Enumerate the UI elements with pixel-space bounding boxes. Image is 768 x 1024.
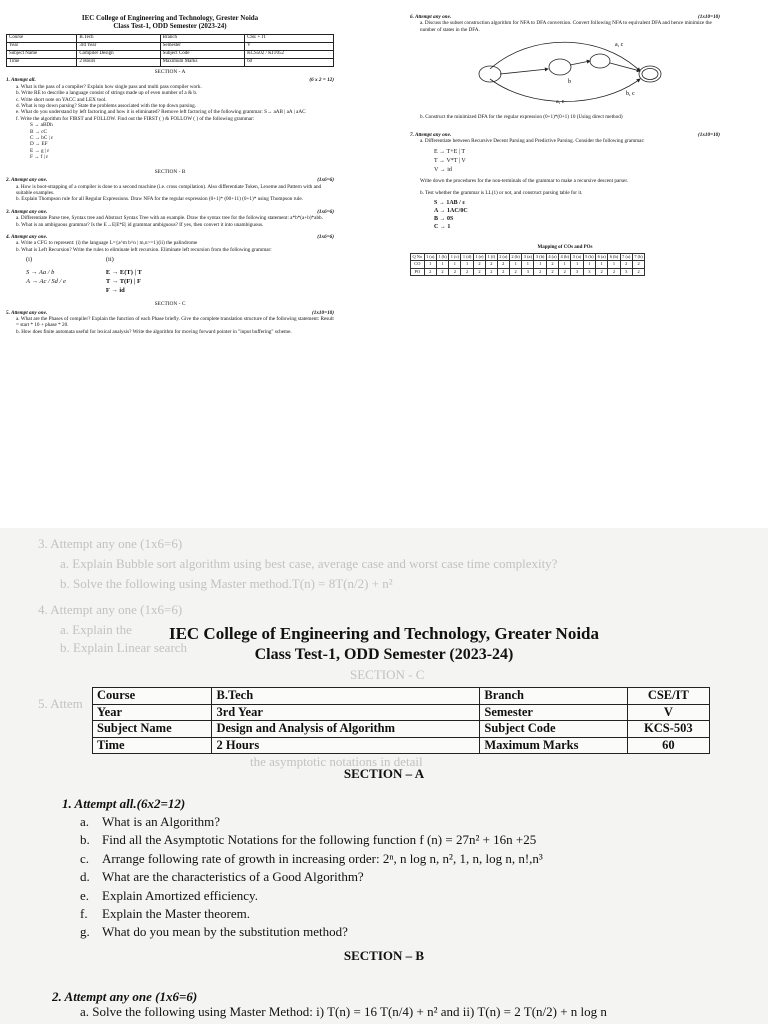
mapping-row [411,261,645,268]
meta-cell: Compiler Design [77,51,160,59]
question-item: c. Write short note on YACC and LEX tool. [16,96,107,103]
meta-cell: Time [7,59,77,67]
question-4-items [6,240,334,253]
meta-cell: Year [7,43,77,51]
item-letter: b. [80,832,90,848]
meta-cell: Year [93,704,212,721]
question-item: d. What is top down parsing? State the problems associated with the top down parsing. [16,103,196,110]
nfa-label-bc: b, c [626,91,635,98]
daa-question-item [80,887,740,905]
daa-paper [0,528,768,1024]
meta-cell: Course [7,35,77,43]
meta-cell: KCS-503 [627,721,709,738]
mapping-cell: 1 [522,261,534,268]
question-4-label: 4. Attempt any one. [6,233,48,240]
bleed-text-2: a. Explain Bubble sort algorithm using best case, average case and worst case time complexity? [60,556,558,571]
daa-question-2-label: 2. Attempt any one (1x6=6) [52,989,198,1004]
question-item: a. Write a CFG to represent: (i) the language L={a^m b^n | m,n>=1}(ii) the palindrome [16,240,198,247]
mapping-cell: 4 (b) [560,254,569,260]
nfa-edge-1 [500,69,548,74]
mapping-cell: 2 [534,268,546,275]
grammar-rule: S → 1AB / ε [434,199,465,206]
daa-section-b-heading: SECTION – B [343,948,425,963]
meta-cell: Subject Name [7,51,77,59]
grammar-7b [410,199,720,231]
daa-question-1-items [80,813,740,942]
grammar-rule: F → id [105,287,125,295]
co-po-mapping-table [410,253,645,276]
question-item: f. Write the algorithm for FIRST and FOLLOW. Find out the FIRST ( ) & FOLLOW ( ) of the following grammar: [16,115,255,122]
daa-meta-row [93,688,710,705]
grammar-ii-label: (ii) [105,256,114,264]
nfa-edge-2 [570,61,590,65]
mapping-cell: 1 [571,261,583,268]
question-2-label: 2. Attempt any one. [6,177,48,184]
meta-cell: 2 Hours [77,59,160,67]
mapping-cell: 2 [546,268,558,275]
mapping-cell: 1 [436,261,448,268]
meta-row [7,35,334,43]
daa-meta-row [93,721,710,738]
question-2-items [6,184,334,203]
item-text: Arrange following rate of growth in increasing order: 2ⁿ, n log n, n², 1, n, log n, n!,n³ [102,850,543,866]
grammar-rule: S → aBDh [30,122,53,129]
item-letter: d. [80,869,90,885]
item-letter: e. [80,887,90,903]
mapping-cell: Q No [412,254,423,260]
mapping-cell: 1 (d) [462,254,472,260]
question-7a: a. Differentiate between Recursive Decent Parsing and Predictive Parsing. Consider the following grammar: [420,138,645,145]
daa-course-meta-table [92,687,710,754]
mapping-cell: 1 [509,261,521,268]
item-text: What are the characteristics of a Good Algorithm? [102,869,364,885]
nfa-label-b: b [568,79,571,86]
mapping-cell: 2 [608,268,620,275]
meta-cell: Semester [480,704,627,721]
nfa-label-top: a, c [615,42,624,49]
meta-cell: 2 Hours [212,737,480,754]
daa-question-item [80,868,740,886]
meta-cell: V [627,704,709,721]
meta-cell: Subject Code [160,51,244,59]
meta-cell: B.Tech [212,688,480,705]
grammar-7a [410,148,720,175]
mapping-cell: 3 [583,268,595,275]
bleed-text-1: 3. Attempt any one (1x6=6) [38,536,183,551]
grammar-rule: T → V*T | V [434,157,466,164]
mapping-cell: 1 (b) [438,254,447,260]
meta-cell: 3rd Year [77,43,160,51]
mapping-cell: 2 [546,261,558,268]
daa-question-item [80,831,740,849]
question-item: b. How does finite automata useful for lexical analysis? Write the algorithm for moving forward pointer in "input buffering" scheme. [16,328,292,335]
mapping-cell: 2 [424,268,436,275]
meta-row [7,43,334,51]
nfa-state-start [479,66,501,82]
question-7b: b. Test whether the grammar is LL(1) or not, and construct parsing table for it. [420,190,583,197]
question-item: a. Differentiate Parse tree, Syntax tree and Abstract Syntax Tree with an example. Draw the syntax tree for the following statement: a*b*(a+b)*abb. [16,215,323,222]
bleed-text-9: the asymptotic notations in detail [250,754,423,769]
mapping-row [411,254,645,261]
meta-cell: Course [93,688,212,705]
question-2-marks: (1x6=6) [317,177,334,184]
mapping-cell: 2 (b) [511,254,520,260]
meta-cell: Design and Analysis of Algorithm [212,721,480,738]
bleed-text-7: SECTION - C [350,667,425,682]
mapping-cell: 1 [596,261,608,268]
meta-cell: Semester [160,43,244,51]
meta-row [7,51,334,59]
mapping-cell: PO [411,268,425,275]
mapping-cell: 3 [571,268,583,275]
daa-question-item [80,923,740,941]
daa-question-2a: a. Solve the following using Master Method: i) T(n) = 16 T(n/4) + n² and ii) T(n) = 2 T(n/2) + n log n [80,1004,607,1019]
item-text: Find all the Asymptotic Notations for the following function f (n) = 27n² + 16n +25 [102,832,537,848]
nfa-state-3 [590,54,610,68]
mapping-cell: 4 (a) [548,254,557,260]
nfa-state-final-inner [642,69,658,80]
mapping-cell: 7 (a) [622,254,631,260]
mapping-cell: 1 (a) [426,254,435,260]
question-6-marks: (1x10=10) [698,14,720,20]
question-5-label: 5. Attempt any one. [6,309,48,316]
mapping-cell: 2 [497,268,509,275]
item-letter: f. [80,906,88,922]
nfa-edge-bottom [490,79,640,102]
item-letter: g. [80,924,90,940]
bleed-text-6: b. Explain Linear search [60,640,188,655]
course-meta-table [6,34,334,67]
mapping-cell: 1 [608,261,620,268]
grammar-rule: C → 1 [434,223,451,230]
grammar-rule: F → f | ε [30,154,49,161]
question-3-marks: (1x6=6) [317,208,334,215]
nfa-diagram [450,37,680,107]
question-item: a. What are the Phases of compiler? Explain the function of each Phase briefly. Give the complete translation structure of the following statement: Result = start * 10 + phase * 20. [16,315,334,329]
mapping-cell: 1 (c) [450,254,459,260]
question-item: a. How is boot-strapping of a compiler is done to a second machine (i.e. cross compilation). Also differentiate Token, Lexeme and Pattern with and suitable examples. [16,183,322,196]
grammar-rule: C → bC | ε [30,135,54,142]
mapping-cell: 3 (b) [535,254,545,260]
mapping-row [411,268,645,275]
mapping-cell: 1 [461,261,473,268]
question-item: b. Explain Thompson rule for all Regular Expressions. Draw NFA for the regular expression (0+1)* (00+11) (0+1)* using Thompson rule. [16,196,303,203]
meta-row [7,59,334,67]
mapping-cell: 2 [632,268,644,275]
meta-cell: Branch [160,35,244,43]
right-column [410,14,720,276]
meta-cell: Branch [480,688,627,705]
mapping-cell: 1 (f) [487,254,496,260]
grammar-rule: S → Aa / b [26,269,55,277]
daa-question-item [80,813,740,831]
mapping-cell: 2 (a) [499,254,508,260]
test-title: Class Test-1, ODD Semester (2023-24) [113,22,227,30]
grammar-first-follow [6,122,334,160]
question-item: e. What do you understand by left factoring and how it is eliminated? Remove left factoring of the following grammar: S→ aAB | aA | aAC [16,109,306,116]
grammar-rule: T → T(F) | F [105,278,141,286]
mapping-cell: 6 (a) [597,254,606,260]
college-title: IEC College of Engineering and Technology, Grester Noida [81,14,259,22]
daa-college-title: IEC College of Engineering and Technology, Greater Noida [168,624,600,643]
question-item: a. What is the pass of a compiler? Explain how single pass and multi pass compiler work. [16,83,202,90]
grammar-rule: D → EF [30,141,48,148]
meta-cell: Maximum Marks [480,737,627,754]
question-7a-procedure: Write down the procedures for the non-terminals of the grammar to make a recursive descent parser. [420,177,629,184]
mapping-cell: 2 [632,261,644,268]
question-5-marks: (1x10=10) [312,309,334,316]
co-po-mapping-title: Mapping of COs and POs [537,244,593,250]
mapping-cell: 2 [449,268,461,275]
item-letter: a. [80,814,90,829]
mapping-cell: 2 [620,261,632,268]
grammar-rule: B → cC [30,128,48,135]
bleed-text-8: 5. Attem [38,696,83,711]
mapping-cell: 5 (a) [572,254,582,260]
mapping-cell: 5 (b) [585,254,594,260]
bleed-text-3: b. Solve the following using Master method.T(n) = 8T(n/2) + n² [60,576,393,591]
mapping-cell: CO [411,261,425,268]
mapping-cell: 1 [583,261,595,268]
mapping-cell: 1 [424,261,436,268]
mapping-cell: 3 [522,268,534,275]
question-1-items [6,84,334,122]
item-text: Explain Amortized efficiency. [102,887,258,903]
mapping-cell: 1 [559,261,571,268]
bleed-text-5: a. Explain the [60,622,132,637]
question-item: b. What is Left Recursion? Write the rules to eliminate left recursion. Eliminate left recursion from the following grammar: [16,246,272,253]
mapping-cell: 6 (b) [609,254,619,260]
grammar-i [26,268,66,286]
mapping-cell: 2 [486,268,498,275]
mapping-cell: 2 [509,268,521,275]
mapping-cell: 2 [461,268,473,275]
question-1-label: 1. Attempt all. [6,77,36,84]
bleed-text-4: 4. Attempt any one (1x6=6) [38,602,183,617]
question-6a: a. Discuss the subset construction algorithm for NFA to DFA conversion. Convert following NFA to equivalent DFA and hence minimize the number of states in the DFA. [420,20,712,33]
meta-cell: Maximum Marks [160,59,244,67]
daa-test-title: Class Test-1, ODD Semester (2023-24) [254,646,514,663]
nfa-state-2 [549,59,571,75]
daa-section-a-heading: SECTION – A [343,766,425,781]
question-item: b. Write RE to describe a language consist of strings made up of even number of a & b. [16,90,198,97]
meta-cell: 60 [627,737,709,754]
mapping-cell: 1 [534,261,546,268]
grammar-rule: A → Ac / Sd / e [26,278,66,286]
section-a-heading: SECTION - A [154,69,186,75]
question-6-label: 6. Attempt any one. [410,14,452,20]
mapping-cell: 2 [436,268,448,275]
meta-cell: CSE + IT [245,35,334,43]
item-text: Explain the Master theorem. [102,906,251,922]
mapping-cell: 2 [596,268,608,275]
mapping-cell: 2 [473,261,485,268]
meta-cell: 60 [245,59,334,67]
mapping-cell: 3 [620,268,632,275]
grammar-i-label: (i) [26,256,33,264]
question-4-marks: (1x6=6) [317,233,334,240]
item-text: What is an Algorithm? [102,814,221,829]
mapping-cell: 1 (e) [475,254,484,260]
mapping-cell: 7 (b) [634,254,643,260]
meta-cell: CSE/IT [627,688,709,705]
daa-question-1-label: 1. Attempt all.(6x2=12) [62,796,186,811]
question-1-marks: (6 x 2 = 12) [309,77,334,84]
daa-paper-photo [0,528,768,1024]
question-7-marks: (1x10=10) [698,132,720,139]
grammar-rule: B → 0S [434,215,454,222]
meta-cell: KCS502 / KIT052 [245,51,334,59]
daa-question-item [80,850,740,868]
section-c-heading: SECTION - C [154,301,186,308]
meta-cell: Time [93,737,212,754]
meta-cell: Subject Name [93,721,212,738]
grammar-rule: E → T+E | T [434,148,466,155]
left-recursion-grammars [6,255,334,295]
meta-cell: B.Tech [77,35,160,43]
item-text: What do you mean by the substitution method? [102,924,348,940]
grammar-ii [106,268,142,295]
meta-cell: 3rd Year [212,704,480,721]
mapping-cell: 2 [559,268,571,275]
mapping-cell: 2 [473,268,485,275]
item-letter: c. [80,850,90,866]
daa-meta-row [93,737,710,754]
grammar-rule: E → g | ε [30,147,50,154]
meta-cell: Subject Code [480,721,627,738]
mapping-cell: 1 [449,261,461,268]
grammar-rule: A → 1AC/0C [434,207,468,214]
question-7-label: 7. Attempt any one. [410,132,452,139]
question-6b: b. Construct the minimized DFA for the regular expression (0+1)*(0+1) 10 (Using direct method) [420,113,623,120]
meta-cell: V [245,43,334,51]
left-column [6,14,334,335]
question-3-items [6,215,334,228]
daa-meta-row [93,704,710,721]
question-3-label: 3. Attempt any one. [6,208,48,215]
question-item: b. What is an ambiguous grammar? Is the E→E|E*E| id grammar ambiguous? If yes, then convert it into unambiguous. [16,221,264,228]
question-5-items [6,316,334,335]
mapping-cell: 2 [486,261,498,268]
section-b-heading: SECTION - B [154,168,186,175]
daa-question-item [80,905,740,923]
mapping-cell: 2 [497,261,509,268]
grammar-rule: E → E(T) | T [105,269,142,277]
grammar-rule: V → id [434,166,452,173]
nfa-label-bottom: a, c [556,99,565,106]
mapping-cell: 3 (a) [523,254,532,260]
